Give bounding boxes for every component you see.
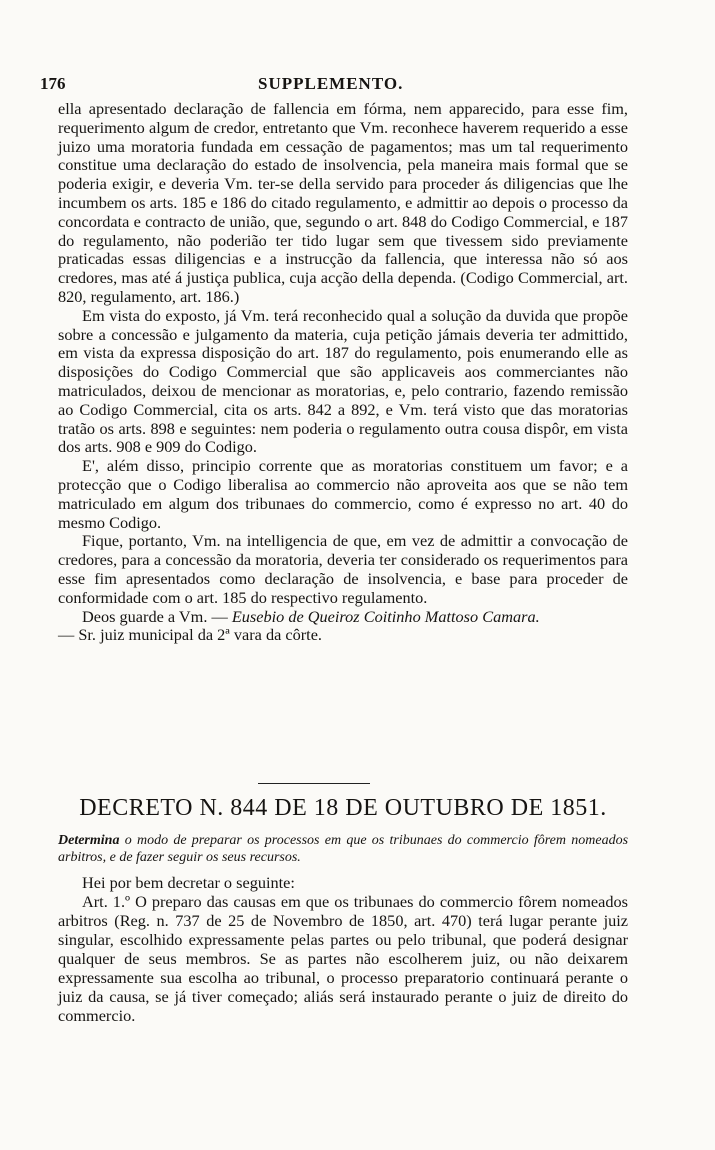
decree-title: DECRETO N. 844 DE 18 DE OUTUBRO DE 1851.: [79, 795, 607, 821]
letter-text: [58, 100, 628, 645]
page-number: 176: [40, 74, 66, 93]
letter-closing: [58, 608, 628, 627]
decree-body: [58, 873, 628, 1025]
decree-article: Art. 1.º O preparo das causas em que os tribunaes do commercio fôrem nomeados arbitros (Reg. n. 737 de 25 de Novembro de 1850, art. 470) terá lugar perante juiz singular, escolhido expressamente pelas partes ou pelo tribunal, que poderá designar qualquer de seus membros. Se as partes não escolherem juiz, ou não deixarem expressamente sua escolha ao tribunal, o processo preparatorio continuará perante o juiz da causa, se já tiver começado; aliás será instaurado perante o juiz de direito do commercio.: [58, 892, 628, 1025]
closing-prefix: Deos guarde a Vm. —: [82, 606, 228, 626]
summary-lead: Determina: [58, 833, 120, 848]
decree-summary: [58, 832, 628, 866]
summary-rest: o modo de preparar os processos em que os tribunaes do commercio fôrem nomeados arbitros, e de fazer seguir os seus recursos.: [58, 833, 629, 865]
letter-paragraph: Em vista do exposto, já Vm. terá reconhecido qual a solução da duvida que propõe sobre a concessão e julgamento da materia, cuja petição jámais deveria ter admittido, em vista da expressa disposição do art. 187 do regulamento, pois enumerando elle as disposições do Codigo Commercial que são applicaveis aos commerciantes não matriculados, deixou de mencionar as moratorias, e, pelo contrario, fazendo remissão ao Codigo Commercial, cita os arts. 842 a 892, e Vm. terá visto que das moratorias tratão os arts. 898 e seguintes: nem poderia o regulamento outra cousa dispôr, em vista dos arts. 908 e 909 do Codigo.: [58, 305, 628, 457]
section-divider: [258, 783, 370, 784]
letter-addressee: — Sr. juiz municipal da 2ª vara da côrte.: [58, 625, 323, 645]
letter-paragraph: Fique, portanto, Vm. na intelligencia de que, em vez de admittir a convocação de credores, para a concessão da moratoria, deveria ter considerado os requerimentos para esse fim apresentados como declaração de insolvencia, e base para proceder de conformidade com o art. 185 do respectivo regulamento.: [58, 531, 628, 607]
letter-paragraph: ella apresentado declaração de fallencia em fórma, nem apparecido, para esse fim, requerimento algum de credor, entretanto que Vm. reconhece haverem requerido a esse juizo uma moratoria fundada em cessação de pagamentos; mas um tal requerimento constitue uma declaração do estado de insolvencia, pela maneira mais formal que se poderia exigir, e deveria Vm. ter-se della servido para proceder ás diligencias que lhe incumbem os arts. 185 e 186 do citado regulamento, e admittir ao depois o processo da concordata e contracto de união, que, segundo o art. 848 do Codigo Commercial, e 187 do regulamento, não poderião ter tido lugar sem que tivessem sido previamente praticadas essas diligencias e a instrucção da fallencia, que interessa não só aos credores, mas até á justiça publica, cuja acção della dependa. (Codigo Commercial, art. 820, regulamento, art. 186.): [58, 99, 628, 306]
letter-paragraph: E', além disso, principio corrente que as moratorias constituem um favor; e a protecção que o Codigo liberalisa ao commercio não aproveita aos que se não tem matriculado em algum dos tribunaes do commercio, como é expresso no art. 40 do mesmo Codigo.: [58, 456, 628, 532]
running-title: SUPPLEMENTO.: [258, 74, 404, 93]
decree-intro: Hei por bem decretar o seguinte:: [82, 873, 295, 892]
signature: Eusebio de Queiroz Coitinho Mattoso Camara.: [231, 606, 540, 626]
